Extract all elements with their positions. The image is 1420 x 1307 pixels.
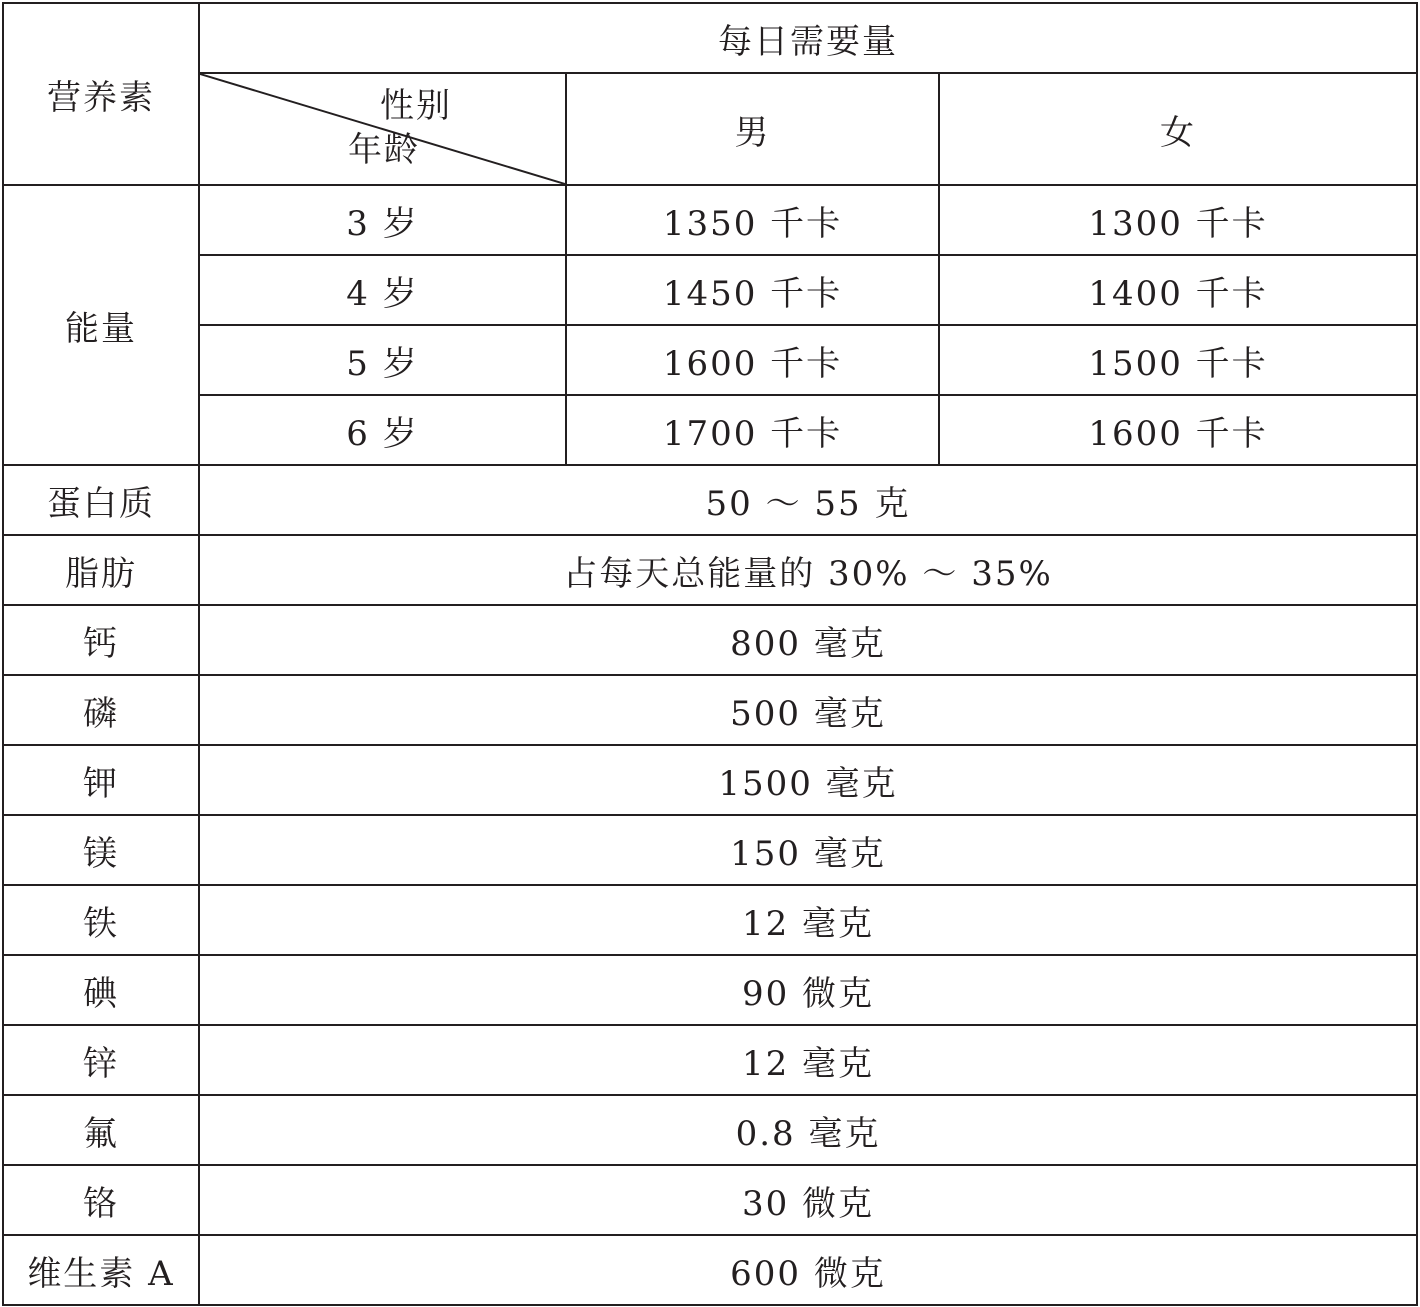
nutrient-amount-cell: 12 毫克	[199, 1025, 1417, 1095]
nutrient-row	[3, 1095, 1417, 1165]
energy-label-cell: 能量	[3, 185, 199, 465]
diagonal-header-cell	[199, 73, 566, 185]
nutrient-row	[3, 1235, 1417, 1305]
nutrient-row	[3, 815, 1417, 885]
nutrient-row	[3, 605, 1417, 675]
male-header-cell: 男	[566, 73, 939, 185]
nutrient-amount-cell: 12 毫克	[199, 885, 1417, 955]
nutrient-name-cell: 锌	[3, 1025, 199, 1095]
nutrient-name-cell: 蛋白质	[3, 465, 199, 535]
nutrient-row	[3, 1025, 1417, 1095]
nutrient-amount-cell: 600 微克	[199, 1235, 1417, 1305]
energy-female-cell: 1400 千卡	[939, 255, 1417, 325]
energy-row	[3, 185, 1417, 255]
nutrient-name-cell: 镁	[3, 815, 199, 885]
nutrient-row	[3, 885, 1417, 955]
nutrient-name-cell: 碘	[3, 955, 199, 1025]
energy-male-cell: 1600 千卡	[566, 325, 939, 395]
nutrient-name-cell: 氟	[3, 1095, 199, 1165]
nutrient-amount-cell: 0.8 毫克	[199, 1095, 1417, 1165]
energy-row	[3, 325, 1417, 395]
header-row-bottom	[3, 73, 1417, 185]
nutrient-name-cell: 铁	[3, 885, 199, 955]
energy-row	[3, 395, 1417, 465]
energy-age-cell: 6 岁	[199, 395, 566, 465]
nutrition-requirements-table	[2, 2, 1418, 1306]
nutrient-header-cell: 营养素	[3, 3, 199, 185]
nutrient-amount-cell: 50 ～ 55 克	[199, 465, 1417, 535]
nutrient-amount-cell: 占每天总能量的 30% ～ 35%	[199, 535, 1417, 605]
energy-male-cell: 1450 千卡	[566, 255, 939, 325]
energy-row	[3, 255, 1417, 325]
nutrient-amount-cell: 500 毫克	[199, 675, 1417, 745]
nutrient-name-cell: 钾	[3, 745, 199, 815]
nutrient-name-cell: 铬	[3, 1165, 199, 1235]
nutrient-amount-cell: 30 微克	[199, 1165, 1417, 1235]
nutrient-name-cell: 钙	[3, 605, 199, 675]
header-row-top	[3, 3, 1417, 73]
energy-male-cell: 1350 千卡	[566, 185, 939, 255]
nutrient-row	[3, 465, 1417, 535]
age-axis-label: 年龄	[348, 130, 420, 170]
energy-female-cell: 1300 千卡	[939, 185, 1417, 255]
energy-female-cell: 1500 千卡	[939, 325, 1417, 395]
gender-axis-label: 性别	[380, 86, 452, 126]
energy-age-cell: 4 岁	[199, 255, 566, 325]
nutrient-row	[3, 675, 1417, 745]
nutrient-row	[3, 745, 1417, 815]
daily-requirement-header-cell: 每日需要量	[199, 3, 1417, 73]
nutrient-amount-cell: 1500 毫克	[199, 745, 1417, 815]
energy-female-cell: 1600 千卡	[939, 395, 1417, 465]
nutrient-amount-cell: 150 毫克	[199, 815, 1417, 885]
nutrient-row	[3, 1165, 1417, 1235]
nutrient-name-cell: 维生素 A	[3, 1235, 199, 1305]
nutrient-row	[3, 955, 1417, 1025]
nutrient-name-cell: 磷	[3, 675, 199, 745]
nutrient-name-cell: 脂肪	[3, 535, 199, 605]
energy-male-cell: 1700 千卡	[566, 395, 939, 465]
nutrient-row	[3, 535, 1417, 605]
energy-age-cell: 5 岁	[199, 325, 566, 395]
nutrient-amount-cell: 90 微克	[199, 955, 1417, 1025]
female-header-cell: 女	[939, 73, 1417, 185]
nutrient-amount-cell: 800 毫克	[199, 605, 1417, 675]
energy-age-cell: 3 岁	[199, 185, 566, 255]
